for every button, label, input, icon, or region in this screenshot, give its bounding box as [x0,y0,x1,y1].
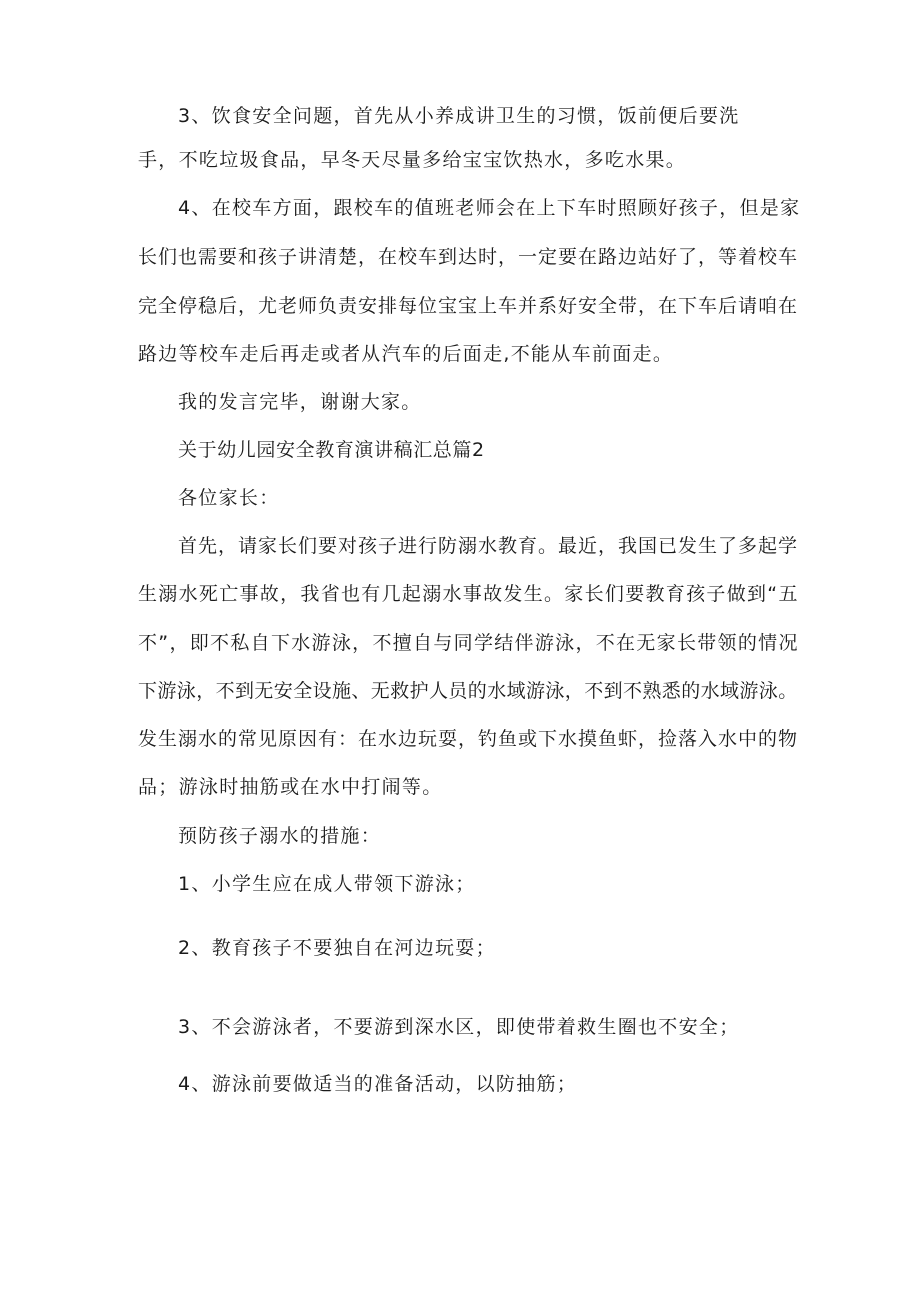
greeting: 各位家长： [178,487,280,509]
item-3-line-1: 3、饮食安全问题，首先从小养成讲卫生的习惯，饭前便后要洗 [178,105,740,127]
measure-item-3: 3、不会游泳者，不要游到深水区，即使带着救生圈也不安全； [178,1016,740,1038]
item-4-line-1: 4、在校车方面，跟校车的值班老师会在上下车时照顾好孩子，但是家 [178,197,801,219]
section-title: 关于幼儿园安全教育演讲稿汇总篇2 [178,439,485,461]
measure-item-4: 4、游泳前要做适当的准备活动，以防抽筋； [178,1073,578,1095]
item-3-line-2: 手，不吃垃圾食品，早冬天尽量多给宝宝饮热水，多吃水果。 [138,149,687,171]
item-4-line-2: 长们也需要和孩子讲清楚，在校车到达时，一定要在路边站好了，等着校车 [138,246,799,268]
measures-heading: 预防孩子溺水的措施： [178,825,382,847]
item-4-line-4: 路边等校车走后再走或者从汽车的后面走,不能从车前面走。 [138,343,674,365]
measure-item-1: 1、小学生应在成人带领下游泳； [178,873,476,895]
item-4-line-3: 完全停稳后，尤老师负责安排每位宝宝上车并系好安全带，在下车后请咱在 [138,295,799,317]
para-drowning-line-2: 生溺水死亡事故，我省也有几起溺水事故发生。家长们要教育孩子做到“五 [138,583,799,605]
closing-remark: 我的发言完毕，谢谢大家。 [178,391,422,413]
para-drowning-line-4: 下游泳，不到无安全设施、无救护人员的水域游泳，不到不熟悉的水域游泳。 [138,680,798,702]
para-drowning-line-1: 首先，请家长们要对孩子进行防溺水教育。最近，我国已发生了多起学 [178,535,799,557]
para-drowning-line-3: 不”，即不私自下水游泳，不擅自与同学结伴游泳，不在无家长带领的情况 [138,632,799,654]
para-drowning-line-6: 品；游泳时抽筋或在水中打闹等。 [138,776,443,798]
measure-item-2: 2、教育孩子不要独自在河边玩耍； [178,937,496,959]
para-drowning-line-5: 发生溺水的常见原因有：在水边玩耍，钓鱼或下水摸鱼虾，捡落入水中的物 [138,728,799,750]
